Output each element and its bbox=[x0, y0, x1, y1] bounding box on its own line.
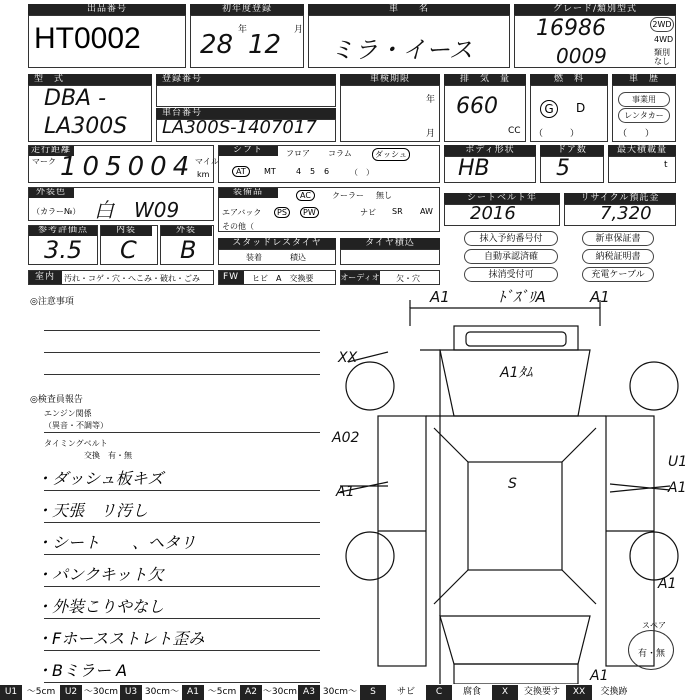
reg-year: 28 bbox=[200, 30, 234, 60]
model-label: 型 式 bbox=[28, 74, 152, 85]
inspector-note: ・Fホースストレト歪み bbox=[36, 629, 205, 648]
note-line bbox=[44, 522, 320, 523]
capacity-label: 最大積載量 bbox=[608, 145, 676, 156]
shift-blank: （ ） bbox=[350, 168, 374, 177]
note-line bbox=[44, 682, 320, 683]
legend-key: XX bbox=[566, 685, 592, 700]
legend-key: U3 bbox=[120, 685, 142, 700]
tire-label: タイヤ積込 bbox=[340, 238, 440, 249]
studless-label: スタッドレスタイヤ bbox=[218, 238, 336, 249]
note-line bbox=[44, 618, 320, 619]
fuel-label: 燃 料 bbox=[530, 74, 608, 85]
mark-a1-front-left: A1 bbox=[430, 288, 450, 306]
inspector-note: ・シート 、ヘタリ bbox=[36, 533, 197, 552]
shift-4: 4 bbox=[296, 167, 302, 176]
color-label: 外装色 bbox=[28, 187, 74, 198]
history-label: 車 歴 bbox=[612, 74, 676, 85]
spare-value: 有・無 bbox=[638, 649, 666, 659]
doors-value: 5 bbox=[556, 156, 570, 181]
equip-label: 装備品 bbox=[218, 187, 278, 198]
history-business: 事業用 bbox=[618, 92, 670, 107]
inspection-label: 車検期限 bbox=[340, 74, 440, 85]
shift-label: シフト bbox=[218, 145, 278, 156]
doc-3: 自動承認済確 bbox=[464, 249, 558, 264]
inspector-note: ・外装こりやなし bbox=[36, 597, 165, 616]
color-change: （カラー№） bbox=[32, 207, 81, 216]
first-reg-label: 初年度登録 bbox=[190, 4, 304, 15]
reg-no-box bbox=[156, 85, 336, 107]
grade-value-2: 0009 bbox=[556, 44, 607, 68]
color-value: 白 W09 bbox=[94, 198, 180, 222]
chassis-label: 車台番号 bbox=[156, 108, 336, 119]
engine-label: エンジン関係 bbox=[44, 409, 92, 418]
inspector-note: ・天張 リ汚し bbox=[36, 501, 149, 520]
caution-label: ◎注意事項 bbox=[30, 297, 74, 307]
shift-floor: フロア bbox=[286, 149, 310, 158]
interior-label: 内装 bbox=[100, 225, 152, 236]
interior-value: C bbox=[120, 236, 137, 264]
timing-label: タイミングベルト bbox=[44, 439, 108, 448]
lot-label: 出品番号 bbox=[28, 4, 186, 15]
tire-box bbox=[340, 249, 440, 265]
doors-label: ドア数 bbox=[540, 145, 604, 156]
mark-a1-front-right: A1 bbox=[590, 288, 610, 306]
timing-value: 交換 有・無 bbox=[84, 451, 132, 460]
mark-a1-left: A1 bbox=[336, 484, 355, 500]
fuel-paren: （ ） bbox=[534, 129, 580, 139]
mark-a1-right: A1 bbox=[668, 480, 687, 496]
studless-box bbox=[218, 249, 336, 265]
drive-2wd: 2WD bbox=[650, 17, 674, 32]
mile-unit: マイル bbox=[195, 157, 219, 166]
studless-yes: 装着 bbox=[246, 253, 262, 262]
legend-value: 腐食 bbox=[452, 685, 492, 700]
equip-other: その他（ bbox=[222, 222, 254, 231]
displacement-unit: CC bbox=[508, 126, 521, 136]
engine-sub: （異音・不調等） bbox=[44, 421, 108, 430]
doc-6: 充電ケーブル bbox=[582, 267, 654, 282]
spare-label: スペア bbox=[642, 621, 666, 630]
shift-6: 6 bbox=[324, 167, 330, 176]
mark-hood: A1ﾀﾑ bbox=[500, 365, 533, 381]
equip-navi: ナビ bbox=[360, 208, 376, 217]
meter-note: マーク bbox=[32, 157, 56, 166]
legend-key: U2 bbox=[60, 685, 82, 700]
inspector-note: ・パンクキット欠 bbox=[36, 565, 164, 584]
legend-value: ～30cm bbox=[262, 685, 298, 700]
interior-cond-value: 汚れ・コゲ・穴・へこみ・破れ・ごみ bbox=[64, 274, 200, 283]
inspection-year-unit: 年 bbox=[426, 95, 436, 105]
mark-front-center: ﾄﾞｽﾞﾘA bbox=[498, 288, 546, 306]
legend-value: 交換跡 bbox=[592, 685, 636, 700]
audio-label: オーディオ bbox=[340, 270, 380, 285]
equip-ac: AC bbox=[296, 190, 315, 201]
car-name: ミラ・イース bbox=[330, 36, 473, 64]
equip-aw: AW bbox=[420, 207, 433, 216]
mileage-label: 走行距離 bbox=[28, 145, 74, 156]
km-unit: km bbox=[197, 170, 210, 179]
legend-value: ～5cm bbox=[22, 685, 60, 700]
note-line bbox=[44, 554, 320, 555]
caution-line-1 bbox=[44, 330, 320, 331]
mileage-value: 105004 bbox=[60, 152, 196, 182]
audio-value: 欠・穴 bbox=[396, 274, 420, 283]
equip-sr: SR bbox=[392, 207, 403, 216]
legend-key: A1 bbox=[182, 685, 204, 700]
inspector-note: ・Bミラー A bbox=[36, 661, 128, 680]
legend-key: A2 bbox=[240, 685, 262, 700]
seatbelt-label: シートベルト年 bbox=[444, 193, 560, 204]
doc-1: 抹入予約番号付 bbox=[464, 231, 558, 246]
displacement-label: 排 気 量 bbox=[444, 74, 526, 85]
history-paren: （ ） bbox=[618, 129, 655, 139]
inspection-month-unit: 月 bbox=[426, 129, 436, 139]
car-name-label: 車 名 bbox=[308, 4, 510, 15]
equip-ps: PS bbox=[274, 207, 290, 218]
recycle-label: リサイクル預託金 bbox=[564, 193, 676, 204]
reg-year-unit: 年 bbox=[238, 25, 248, 35]
exterior-label: 外装 bbox=[160, 225, 212, 236]
damage-legend bbox=[0, 685, 700, 700]
fuel-g: G bbox=[540, 100, 558, 118]
legend-value: ～5cm bbox=[204, 685, 240, 700]
grade-label: グレード/類別型式 bbox=[514, 4, 676, 15]
note-line bbox=[44, 586, 320, 587]
doc-5: 抹消受付可 bbox=[464, 267, 558, 282]
drive-4wd: 4WD bbox=[654, 35, 674, 44]
shift-5: 5 bbox=[310, 167, 316, 176]
legend-key: C bbox=[426, 685, 452, 700]
inspector-note: ・ダッシュ板キズ bbox=[36, 469, 164, 488]
note-line bbox=[44, 650, 320, 651]
model-value-1: DBA - bbox=[44, 86, 107, 111]
legend-value: ～30cm bbox=[82, 685, 120, 700]
lot-number: HT0002 bbox=[34, 22, 141, 55]
chassis-number: LA300S-1407017 bbox=[162, 117, 317, 138]
note-line bbox=[44, 490, 320, 491]
reg-no-label: 登録番号 bbox=[156, 74, 336, 85]
history-rental: レンタカー bbox=[618, 108, 670, 123]
body-label: ボディ形状 bbox=[444, 145, 536, 156]
doors-box bbox=[540, 156, 604, 183]
capacity-unit: t bbox=[664, 160, 668, 170]
mark-a1-rear: A1 bbox=[590, 668, 609, 684]
legend-value: 30cm～ bbox=[142, 685, 182, 700]
body-value: HB bbox=[458, 156, 490, 181]
equip-none: 無し bbox=[376, 191, 392, 200]
score-label: 参考評価点 bbox=[28, 225, 98, 236]
doc-2: 新車保証書 bbox=[582, 231, 654, 246]
exterior-value: B bbox=[180, 236, 197, 264]
fw-label: FW bbox=[218, 270, 244, 285]
mark-roof: S bbox=[508, 476, 517, 492]
shift-at: AT bbox=[232, 166, 250, 177]
interior-cond-label: 室内 bbox=[28, 270, 62, 285]
legend-key: X bbox=[492, 685, 518, 700]
seatbelt-value: 2016 bbox=[470, 203, 516, 224]
fw-value: ヒビ A 交換要 bbox=[252, 274, 314, 283]
caution-line-2 bbox=[44, 352, 320, 353]
shift-column: コラム bbox=[328, 149, 352, 158]
category-none: 類別なし bbox=[654, 48, 670, 66]
model-value-2: LA300S bbox=[44, 114, 128, 139]
score-value: 3.5 bbox=[44, 236, 83, 264]
grade-value-1: 16986 bbox=[536, 16, 606, 41]
equip-cooler: クーラー bbox=[332, 191, 364, 200]
displacement-value: 660 bbox=[456, 94, 498, 119]
shift-dash: ダッシュ bbox=[372, 148, 410, 161]
legend-value: サビ bbox=[386, 685, 426, 700]
legend-value: 30cm～ bbox=[320, 685, 360, 700]
mark-u1-right: U1 bbox=[668, 454, 688, 470]
inspection-box bbox=[340, 85, 440, 142]
audio-box bbox=[340, 270, 440, 285]
shift-mt: MT bbox=[264, 167, 276, 176]
mark-a1-right-2: A1 bbox=[658, 576, 677, 592]
equip-pw: PW bbox=[300, 207, 319, 218]
mark-xx-left: XX bbox=[338, 350, 358, 366]
equip-airbag: エアバック bbox=[222, 208, 262, 217]
fuel-d: D bbox=[576, 101, 586, 115]
recycle-value: 7,320 bbox=[600, 203, 652, 224]
studless-load: 積込 bbox=[290, 253, 306, 262]
mark-a2-left: A02 bbox=[332, 430, 360, 446]
reg-month-unit: 月 bbox=[294, 25, 304, 35]
legend-value: 交換要す bbox=[518, 685, 566, 700]
legend-key: U1 bbox=[0, 685, 22, 700]
caution-line-3 bbox=[44, 374, 320, 375]
legend-key: S bbox=[360, 685, 386, 700]
reg-month: 12 bbox=[248, 30, 282, 60]
inspector-label: ◎検査員報告 bbox=[30, 395, 83, 405]
legend-key: A3 bbox=[298, 685, 320, 700]
doc-4: 納税証明書 bbox=[582, 249, 654, 264]
engine-line bbox=[44, 432, 320, 433]
